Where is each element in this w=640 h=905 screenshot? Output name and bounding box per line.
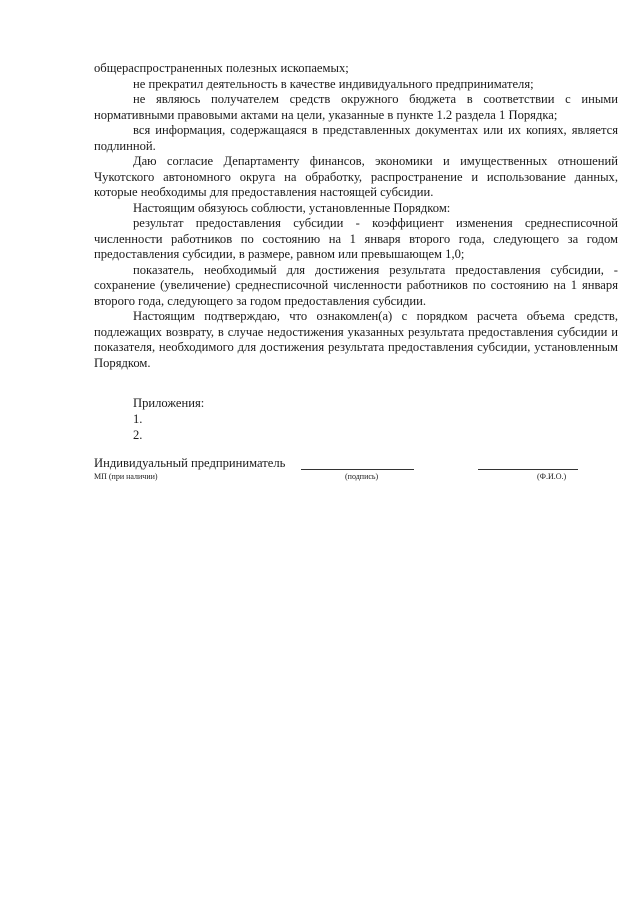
- paragraph-2: не прекратил деятельность в качестве индивидуального предпринимателя;: [133, 76, 534, 91]
- mp-caption: МП (при наличии): [94, 472, 158, 481]
- paragraph-9: Настоящим подтверждаю, что ознакомлен(а) с порядком расчета объема средств, подлежащих возврату, в случае недостижения указанных результата предоставления субсидии и показателя, необходимого для достижения результата предоставления субсидии, установленным Порядком.: [94, 309, 618, 370]
- attachment-item-2: 2.: [133, 428, 143, 442]
- paragraph-7: результат предоставления субсидии - коэффициент изменения среднесписочной численности работников по состоянию на 1 января второго года, следующего за годом предоставления субсидии, в размере, равном или превышающем 1,0;: [94, 216, 618, 261]
- fio-caption: (Ф.И.О.): [537, 472, 567, 481]
- paragraph-4: вся информация, содержащаяся в представленных документах или их копиях, является подлинной.: [94, 123, 618, 153]
- paragraph-5: Даю согласие Департаменту финансов, экономики и имущественных отношений Чукотского автономного округа на обработку, распространение и использование данных, которые необходимы для предоставления настоящей субсидии.: [94, 154, 618, 199]
- attachment-item-1: 1.: [133, 412, 143, 426]
- paragraph-6: Настоящим обязуюсь соблюсти, установленные Порядком:: [133, 200, 451, 215]
- document-body: [94, 61, 618, 371]
- signature-line: [301, 469, 414, 470]
- signature-caption: (подпись): [345, 472, 379, 481]
- signature-captions: [94, 472, 618, 484]
- paragraph-1: общераспространенных полезных ископаемых;: [94, 61, 349, 75]
- paragraph-3: не являюсь получателем средств окружного бюджета в соответствии с иными нормативными правовыми актами на цели, указанные в пункте 1.2 раздела 1 Порядка;: [94, 92, 618, 122]
- attachments-heading: Приложения:: [133, 396, 205, 410]
- signature-label: Индивидуальный предприниматель: [94, 456, 286, 470]
- paragraph-8: показатель, необходимый для достижения результата предоставления субсидии, - сохранение (увеличение) среднесписочной численности работников по состоянию на 1 января второго года, следующего за годом предоставления субсидии.: [94, 262, 618, 308]
- attachments-section: [133, 395, 204, 443]
- signature-row: [94, 456, 618, 472]
- fio-line: [478, 469, 578, 470]
